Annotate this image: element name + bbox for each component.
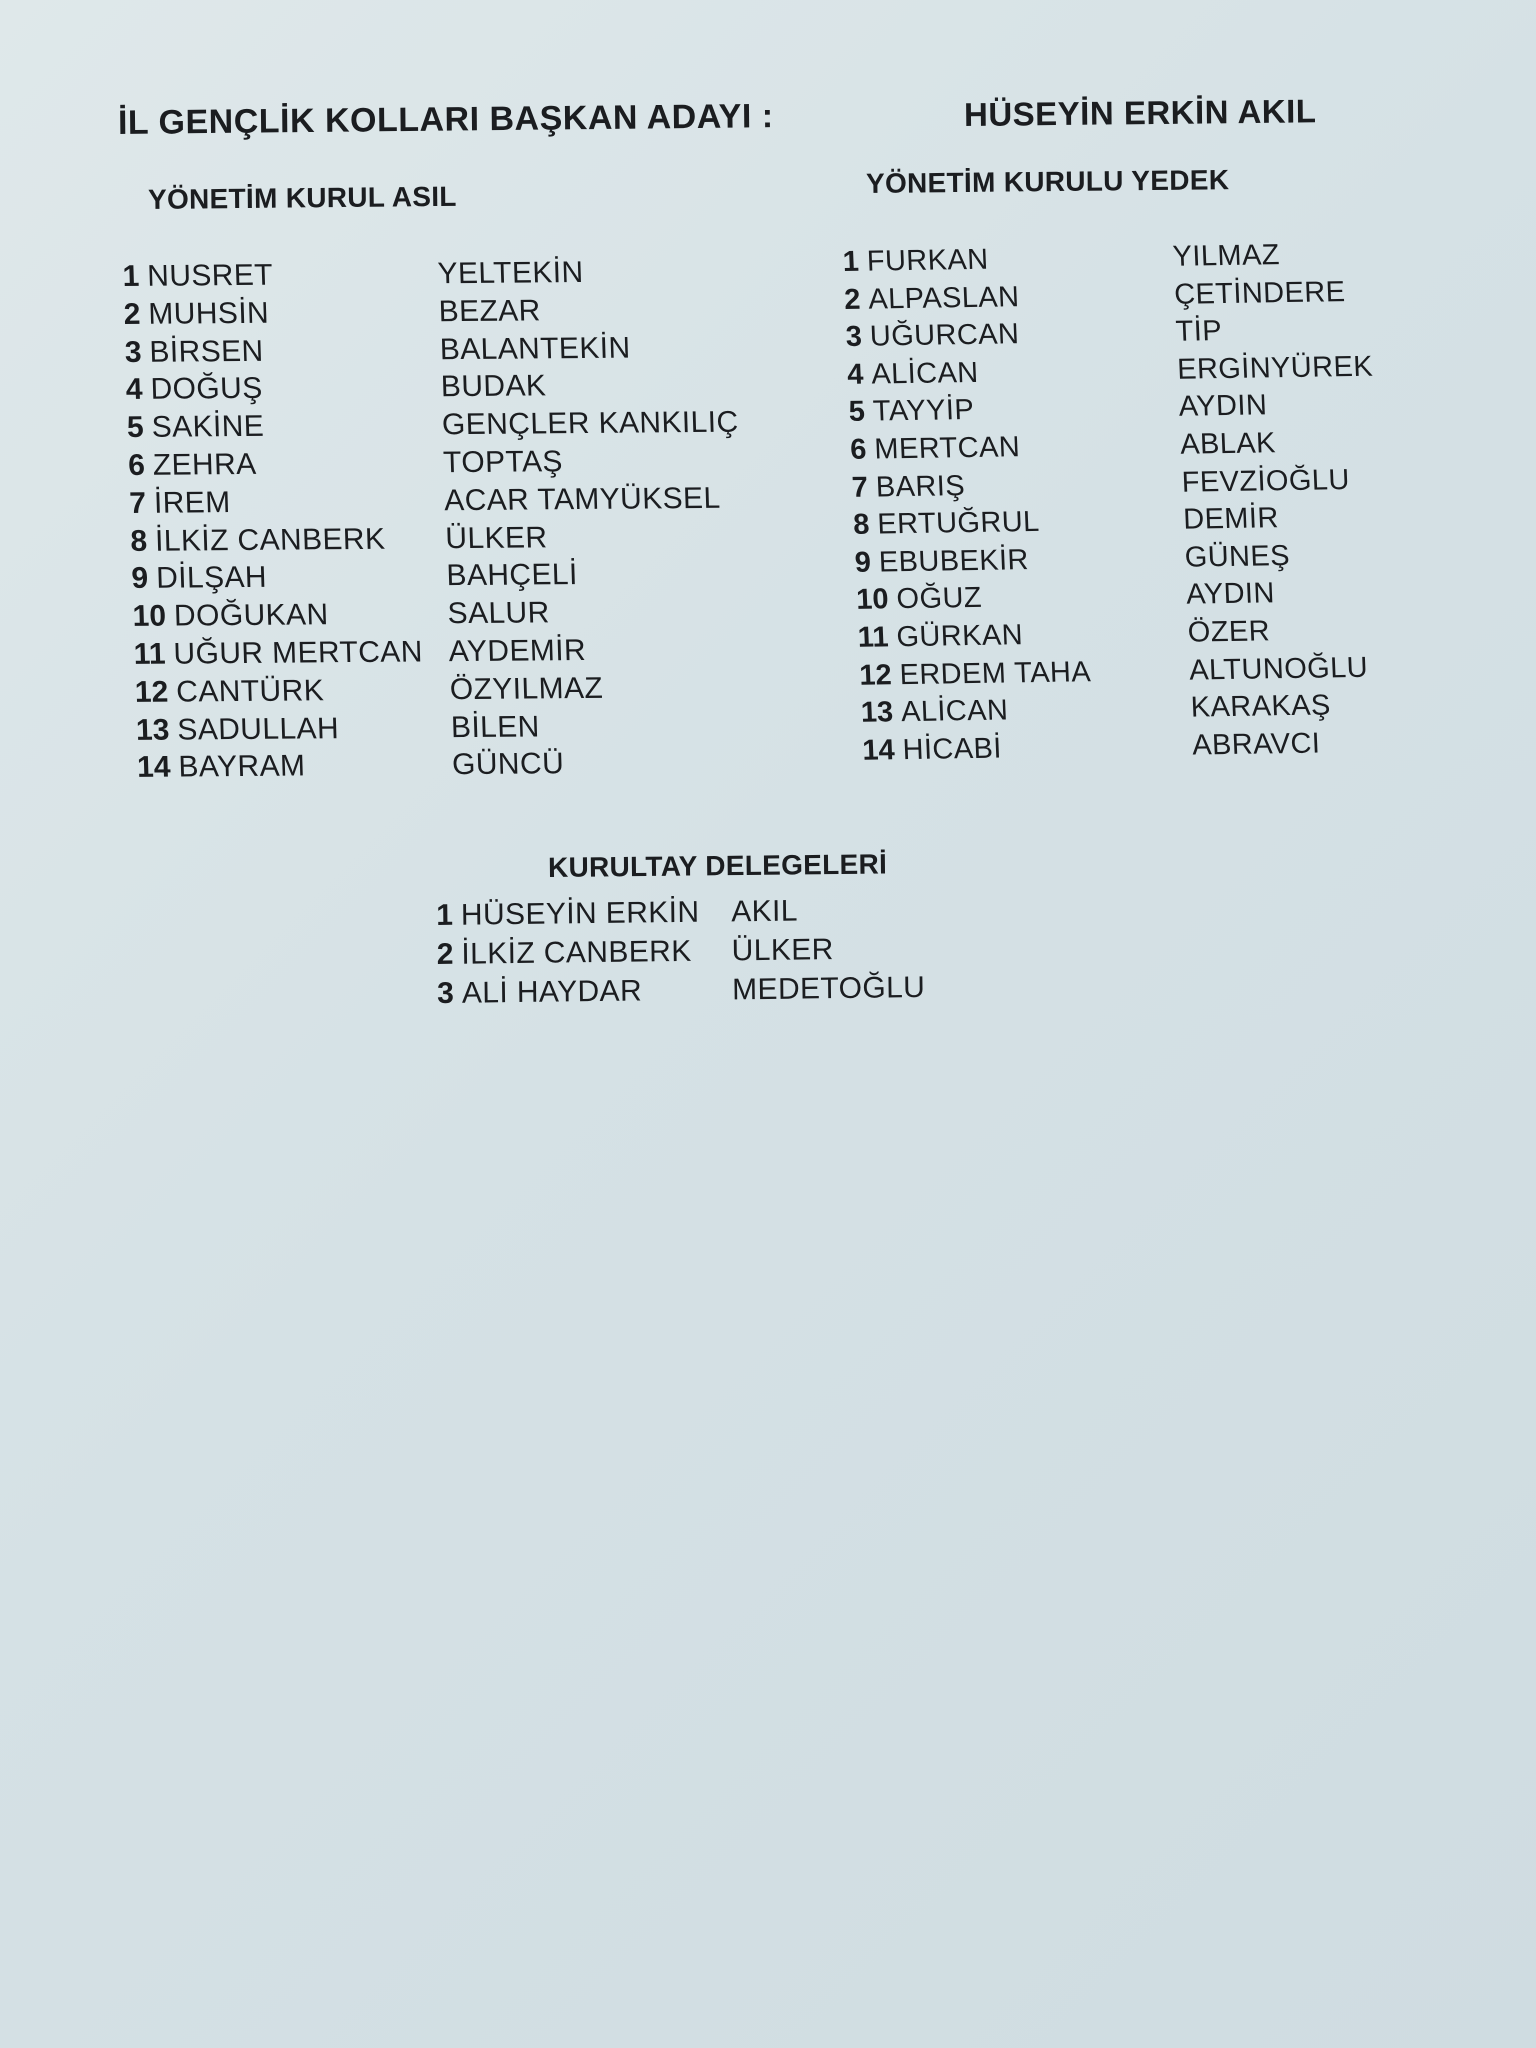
member-row: [135, 709, 541, 749]
member-first-name: UĞURCAN: [869, 318, 1020, 353]
member-row: [852, 502, 1280, 544]
member-number: 1: [842, 245, 860, 278]
member-last-name: ALTUNOĞLU: [1188, 651, 1369, 687]
member-row: [129, 520, 548, 560]
member-last-name: ABLAK: [1179, 427, 1277, 461]
member-number: 3: [436, 976, 455, 1010]
member-last-name: TİP: [1175, 315, 1223, 348]
member-row: [845, 315, 1223, 357]
member-first-name: GÜRKAN: [895, 619, 1024, 654]
member-first-name: DOĞUŞ: [150, 372, 264, 407]
member-first-name: BARIŞ: [875, 469, 966, 504]
member-number: 14: [861, 733, 896, 767]
member-row: [436, 971, 926, 1013]
member-number: 10: [132, 599, 167, 634]
member-row: [123, 293, 542, 333]
member-first-name: ALİCAN: [900, 694, 1009, 729]
member-last-name: GÜNEŞ: [1184, 539, 1291, 574]
member-last-name: ÖZYILMAZ: [449, 671, 604, 706]
member-first-name: İREM: [153, 485, 232, 520]
section-title-yonetim-yedek: YÖNETİM KURULU YEDEK: [865, 164, 1230, 199]
member-number: 4: [125, 373, 144, 407]
member-number: 6: [849, 433, 868, 466]
member-first-name: ALİ HAYDAR: [461, 974, 643, 1010]
member-row: [127, 444, 564, 484]
member-number: 8: [129, 524, 148, 558]
member-last-name: YELTEKİN: [437, 255, 585, 291]
member-number: 12: [858, 658, 893, 692]
member-last-name: ÖZER: [1187, 615, 1271, 649]
member-first-name: İLKİZ CANBERK: [461, 934, 692, 971]
candidate-name: HÜSEYİN ERKİN AKIL: [963, 92, 1317, 133]
member-number: 3: [124, 335, 142, 369]
member-number: 8: [852, 508, 871, 542]
member-first-name: İLKİZ CANBERK: [154, 522, 386, 558]
member-first-name: EBUBEKİR: [878, 543, 1030, 579]
member-row: [132, 596, 551, 636]
page-title: İL GENÇLİK KOLLARI BAŞKAN ADAYI :: [117, 97, 774, 142]
member-number: 11: [857, 621, 890, 654]
member-first-name: OĞUZ: [895, 582, 983, 616]
member-first-name: UĞUR MERTCAN: [172, 635, 424, 671]
member-number: 2: [843, 283, 862, 316]
member-first-name: HÜSEYİN ERKİN: [460, 895, 700, 932]
member-last-name: AYDIN: [1178, 389, 1268, 424]
member-first-name: BAYRAM: [178, 749, 306, 784]
member-number: 5: [126, 411, 145, 445]
member-row: [124, 331, 631, 371]
member-row: [849, 427, 1277, 469]
member-row: [861, 727, 1321, 770]
member-row: [842, 239, 1281, 281]
member-last-name: SALUR: [447, 596, 551, 631]
member-number: 10: [855, 583, 890, 617]
member-last-name: GÜNCÜ: [451, 747, 565, 782]
member-first-name: TAYYİP: [872, 394, 975, 428]
member-row: [851, 463, 1351, 507]
member-first-name: DİLŞAH: [155, 561, 268, 596]
member-first-name: ZEHRA: [152, 447, 258, 482]
member-last-name: AYDIN: [1185, 577, 1276, 611]
member-row: [860, 689, 1332, 732]
member-row: [133, 633, 587, 673]
member-last-name: MEDETOĞLU: [731, 971, 926, 1007]
member-first-name: FURKAN: [866, 243, 990, 278]
member-row: [126, 405, 739, 447]
member-last-name: GENÇLER KANKILIÇ: [441, 405, 739, 442]
member-first-name: CANTÜRK: [175, 674, 325, 709]
member-number: 13: [860, 696, 894, 729]
member-number: 5: [848, 396, 866, 429]
member-number: 13: [135, 713, 170, 747]
member-row: [858, 651, 1369, 695]
member-first-name: ALPASLAN: [867, 280, 1020, 316]
member-last-name: FEVZİOĞLU: [1181, 463, 1351, 499]
member-number: 9: [854, 546, 872, 579]
member-row: [843, 275, 1346, 319]
member-first-name: BİRSEN: [148, 334, 265, 369]
member-last-name: YILMAZ: [1172, 239, 1281, 273]
member-first-name: ERDEM TAHA: [898, 655, 1092, 691]
member-number: 9: [131, 562, 149, 596]
member-last-name: ABRAVCI: [1191, 727, 1321, 762]
member-first-name: ALİCAN: [870, 356, 980, 391]
member-last-name: ÜLKER: [731, 933, 834, 968]
member-last-name: ACAR TAMYÜKSEL: [443, 481, 721, 517]
member-last-name: ERGİNYÜREK: [1176, 350, 1374, 386]
member-number: 14: [136, 750, 171, 785]
member-last-name: AYDEMİR: [448, 633, 587, 669]
member-row: [846, 350, 1374, 394]
member-number: 3: [845, 320, 863, 354]
member-number: 1: [122, 259, 140, 293]
member-first-name: SADULLAH: [176, 711, 340, 747]
member-row: [128, 481, 721, 522]
member-row: [436, 893, 799, 935]
member-last-name: BALANTEKİN: [439, 331, 631, 366]
yonetim-yedek-list: [842, 239, 1374, 770]
member-row: [855, 577, 1276, 620]
member-last-name: ÇETİNDERE: [1173, 275, 1346, 311]
member-row: [436, 932, 834, 974]
member-last-name: AKIL: [731, 894, 799, 929]
member-row: [848, 389, 1268, 432]
member-last-name: BEZAR: [438, 294, 542, 329]
member-number: 7: [851, 471, 869, 504]
member-last-name: KARAKAŞ: [1190, 689, 1332, 724]
member-number: 7: [128, 486, 147, 520]
member-row: [125, 369, 547, 409]
kurultay-list: [436, 893, 926, 1013]
member-first-name: HİCABİ: [901, 732, 1003, 766]
member-last-name: DEMİR: [1182, 502, 1280, 536]
member-row: [122, 255, 585, 295]
member-number: 6: [127, 448, 146, 482]
member-row: [134, 671, 604, 711]
member-row: [857, 615, 1271, 657]
member-first-name: MUHSİN: [147, 296, 270, 331]
member-last-name: ÜLKER: [444, 520, 548, 555]
member-first-name: SAKİNE: [151, 409, 265, 444]
member-number: 2: [436, 937, 454, 971]
member-last-name: BAHÇELİ: [446, 558, 579, 593]
member-row: [854, 539, 1291, 582]
member-first-name: ERTUĞRUL: [876, 506, 1041, 541]
member-row: [136, 747, 565, 787]
section-title-kurultay: KURULTAY DELEGELERİ: [547, 848, 888, 883]
member-first-name: MERTCAN: [873, 431, 1021, 466]
member-last-name: TOPTAŞ: [442, 445, 564, 480]
member-number: 1: [436, 898, 454, 932]
member-number: 11: [133, 637, 166, 671]
member-number: 12: [134, 675, 169, 709]
member-number: 4: [846, 358, 865, 391]
section-title-yonetim-asil: YÖNETİM KURUL ASIL: [147, 180, 457, 215]
member-last-name: BİLEN: [450, 709, 541, 744]
yonetim-asil-list: [122, 255, 739, 787]
member-last-name: BUDAK: [440, 369, 547, 404]
member-first-name: DOĞUKAN: [173, 598, 329, 633]
member-row: [131, 558, 579, 598]
member-first-name: NUSRET: [146, 258, 274, 293]
member-number: 2: [123, 297, 141, 331]
